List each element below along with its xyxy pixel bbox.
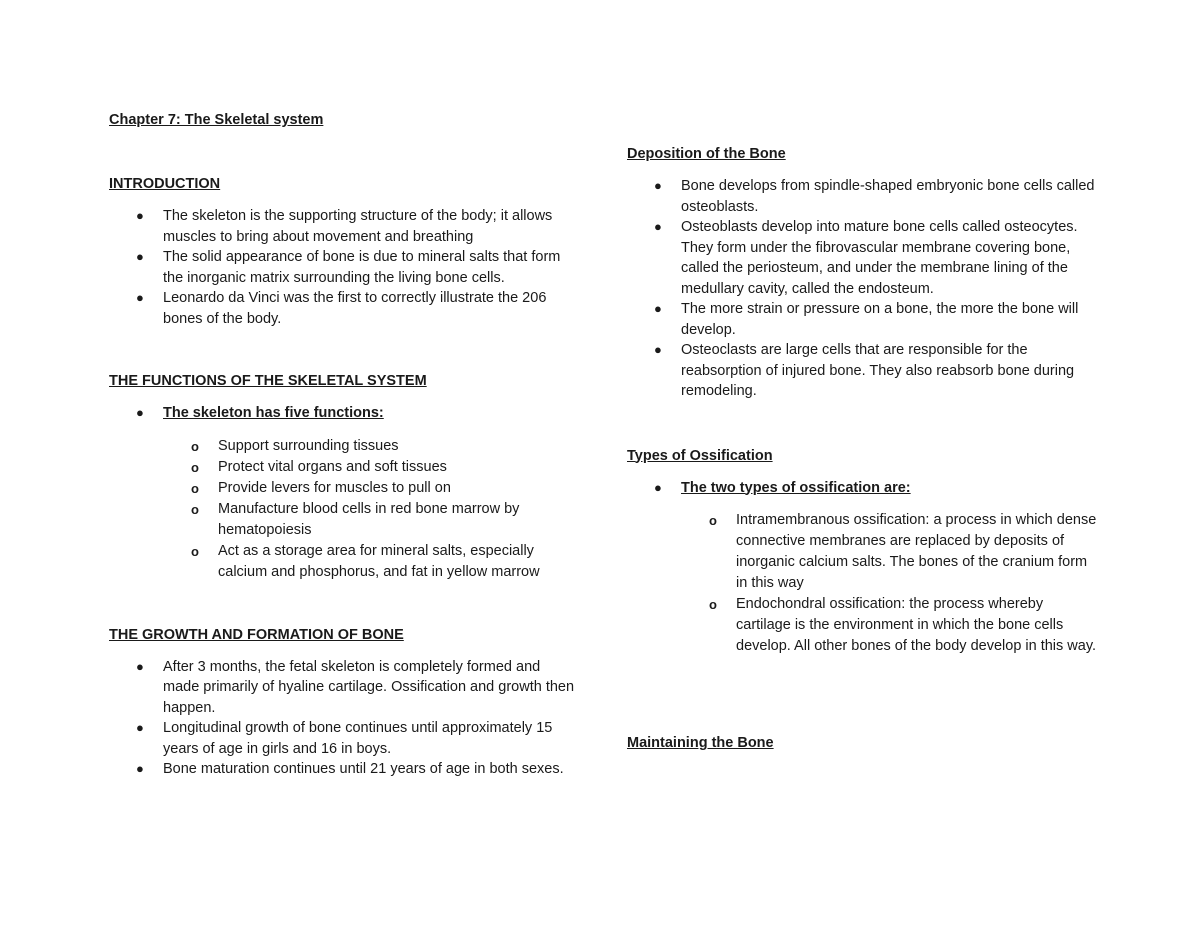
list-item: o Endochondral ossification: the process whereby cartilage is the environment in which the bone cells develop. All other bones of the body develop in this way.	[709, 596, 1097, 654]
bullet-icon: ●	[654, 301, 662, 316]
bullet-icon: ●	[136, 405, 144, 420]
ossification-sublist	[627, 510, 1097, 657]
list-item: o Intramembranous ossification: a process in which dense connective membranes are replaced by deposits of inorganic calcium salts. The bones of the cranium form in this way	[709, 512, 1097, 591]
bullet-icon: ●	[136, 761, 144, 776]
list-item	[109, 403, 579, 424]
list-item: ● Longitudinal growth of bone continues until approximately 15 years of age in girls and 16 in boys.	[136, 720, 553, 757]
ossification-lead: The two types of ossification are:	[681, 479, 911, 496]
bullet-icon: ●	[654, 479, 662, 495]
sub-bullet-icon: o	[191, 480, 199, 496]
list-item: ● The more strain or pressure on a bone, the more the bone will develop.	[654, 301, 1079, 338]
list-item: o Protect vital organs and soft tissues	[109, 457, 579, 478]
list-item: ● Leonardo da Vinci was the first to correctly illustrate the 206 bones of the body.	[136, 290, 547, 327]
maintaining-heading: Maintaining the Bone	[627, 735, 774, 751]
left-column	[109, 110, 579, 780]
sub-bullet-icon: o	[709, 513, 717, 528]
deposition-list	[627, 176, 1097, 402]
list-item: ● After 3 months, the fetal skeleton is completely formed and made primarily of hyaline cartilage. Ossification and growth then happen.	[136, 658, 575, 716]
list-item: o Provide levers for muscles to pull on	[109, 478, 579, 499]
chapter-title: Chapter 7: The Skeletal system	[109, 112, 324, 128]
ossification-list	[627, 478, 1097, 499]
growth-heading: THE GROWTH AND FORMATION OF BONE	[109, 626, 404, 643]
list-item	[627, 478, 1097, 499]
functions-sublist	[109, 436, 579, 583]
intro-list	[109, 206, 579, 329]
list-item: o Manufacture blood cells in red bone marrow by hematopoiesis	[191, 500, 520, 538]
bullet-icon: ●	[136, 208, 144, 223]
bullet-icon: ●	[136, 290, 144, 305]
sub-bullet-icon: o	[191, 459, 199, 475]
bullet-icon: ●	[136, 720, 144, 735]
sub-bullet-icon: o	[709, 597, 717, 612]
list-item: ● Bone develops from spindle-shaped embryonic bone cells called osteoblasts.	[654, 178, 1095, 215]
list-item: ● Osteoclasts are large cells that are responsible for the reabsorption of injured bone. They also reabsorb bone during remodeling.	[654, 342, 1075, 399]
sub-bullet-icon: o	[191, 543, 199, 559]
sub-bullet-icon: o	[191, 438, 199, 454]
intro-heading: INTRODUCTION	[109, 176, 221, 192]
functions-list	[109, 403, 579, 424]
functions-heading: THE FUNCTIONS OF THE SKELETAL SYSTEM	[109, 373, 427, 389]
growth-list	[109, 657, 579, 780]
sub-bullet-icon: o	[191, 501, 199, 517]
bullet-icon: ●	[136, 658, 144, 674]
list-item: ● Osteoblasts develop into mature bone cells called osteocytes. They form under the fibrovascular membrane covering bone, called the periosteum, and under the membrane lining of the medullary cavity, called the endosteum.	[654, 219, 1078, 297]
right-column	[627, 144, 1097, 753]
list-item: ● The solid appearance of bone is due to mineral salts that form the inorganic matrix surrounding the living bone cells.	[136, 249, 561, 286]
list-item: o Act as a storage area for mineral salts, especially calcium and phosphorus, and fat in yellow marrow	[191, 542, 540, 580]
ossification-heading: Types of Ossification	[627, 447, 773, 464]
list-item: ● The skeleton is the supporting structure of the body; it allows muscles to bring about movement and breathing	[136, 208, 553, 245]
bullet-icon: ●	[654, 342, 662, 357]
deposition-heading: Deposition of the Bone	[627, 146, 786, 162]
list-item: o Support surrounding tissues	[109, 436, 579, 457]
bullet-icon: ●	[654, 219, 662, 234]
functions-lead: The skeleton has five functions:	[163, 405, 384, 421]
list-item: ● Bone maturation continues until 21 years of age in both sexes.	[109, 759, 579, 780]
bullet-icon: ●	[654, 178, 662, 193]
bullet-icon: ●	[136, 249, 144, 264]
